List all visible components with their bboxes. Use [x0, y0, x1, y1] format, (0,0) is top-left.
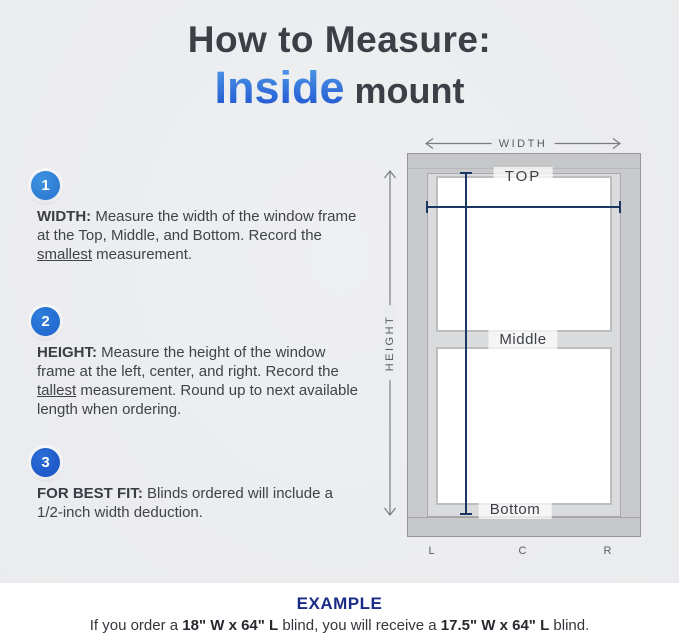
height-arrow — [381, 169, 399, 517]
example-middle: blind, you will receive a — [278, 617, 441, 634]
width-measure-line — [426, 206, 621, 208]
step-1-text — [37, 207, 359, 264]
step-2-text — [37, 343, 359, 419]
mark-left: L — [428, 545, 436, 557]
step-3-number-badge — [31, 448, 60, 477]
example-receive-size: 17.5" W x 64" L — [440, 617, 550, 634]
example-heading: EXAMPLE — [296, 594, 383, 613]
step-3-lead: FOR BEST FIT: — [37, 485, 143, 502]
window-pane-top — [436, 176, 612, 332]
step-1-underlined-word: smallest — [37, 246, 93, 263]
width-arrow-label: WIDTH — [492, 138, 555, 150]
example-after: blind. — [549, 617, 590, 634]
title-rest: mount — [354, 69, 465, 111]
example-order-size: 18" W x 64" L — [182, 617, 279, 634]
example-sentence — [0, 617, 679, 634]
window-pane-bottom — [436, 347, 612, 505]
height-measure-line — [465, 172, 467, 515]
step-3-number: 3 — [41, 454, 50, 471]
step-1-number-badge — [31, 171, 60, 200]
window-sill — [408, 517, 640, 536]
title-line1: How to Measure: — [187, 19, 492, 60]
step-2-underlined-word: tallest — [37, 382, 77, 399]
step-2-lead: HEIGHT: — [37, 344, 97, 361]
step-1-lead: WIDTH: — [37, 208, 92, 225]
width-arrow — [424, 137, 622, 150]
mark-center: C — [518, 545, 528, 557]
step-3-body: Blinds ordered will include a 1/2-inch width deduction. — [37, 485, 333, 521]
mark-right: R — [603, 545, 613, 557]
example-before: If you order a — [89, 617, 183, 634]
middle-label: Middle — [488, 330, 557, 349]
example-footer — [0, 583, 679, 642]
step-1 — [31, 171, 365, 264]
step-2-number-badge — [31, 307, 60, 336]
step-2-body-end: measurement. Round up to next available length when ordering. — [37, 382, 359, 418]
step-3 — [31, 448, 365, 522]
step-1-body-end: measurement. — [92, 246, 193, 263]
top-label: TOP — [494, 167, 553, 186]
step-2-body: Measure the height of the window frame at the left, center, and right. Record the — [37, 344, 339, 380]
step-1-number: 1 — [41, 177, 50, 194]
step-2-number: 2 — [41, 313, 50, 330]
title-line2 — [0, 63, 679, 113]
title-highlight: Inside — [214, 61, 345, 113]
height-arrow-label: HEIGHT — [384, 306, 396, 381]
step-2 — [31, 307, 365, 419]
step-1-body: Measure the width of the window frame at the Top, Middle, and Bottom. Record the — [37, 208, 357, 244]
page-title — [0, 20, 679, 112]
step-3-text — [37, 484, 359, 522]
bottom-label: Bottom — [479, 500, 552, 519]
